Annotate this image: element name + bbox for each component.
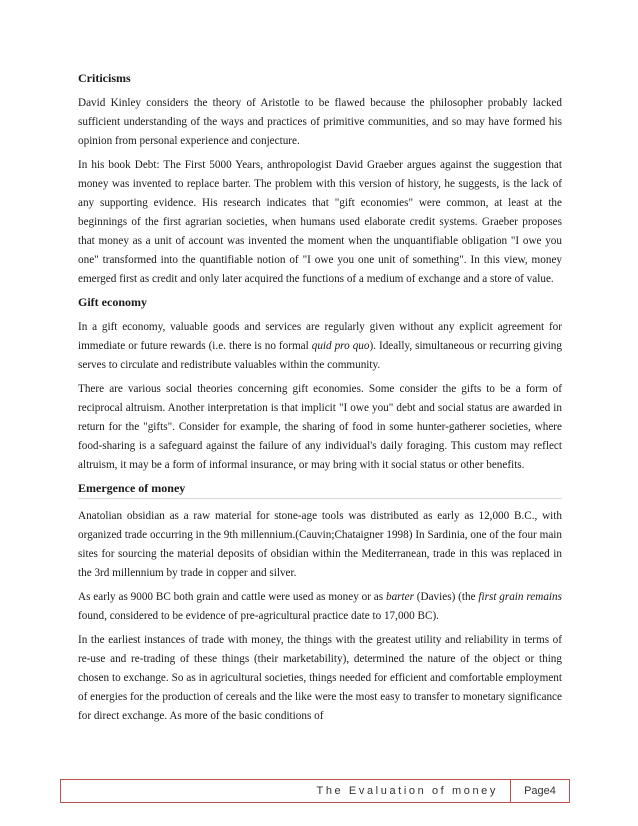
document-body: [78, 70, 562, 731]
gift-text-a: In a gift economy, valuable goods and services are regularly given without any explicit agreement for immediate or future rewards (i.e. there is no formal: [78, 321, 562, 352]
heading-criticisms: Criticisms: [78, 71, 131, 85]
barter-link[interactable]: barter: [385, 591, 414, 603]
heading-gift-economy: Gift economy: [78, 295, 147, 309]
paragraph-kinley: David Kinley considers the theory of Aristotle to be flawed because the philosopher probably lacked sufficient understanding of the ways and practices of primitive communities, and so may have formed his opinion from personal experience and conjecture.: [78, 97, 562, 147]
paragraph-obsidian: Anatolian obsidian as a raw material for stone-age tools was distributed as early as 12,000 B.C., with organized trade occurring in the 9th millennium.(Cauvin;Chataigner 1998) In Sardinia, one of the four main sites for sourcing the material deposits of obsidian within the Mediterranean, trade in this was replaced in the 3rd millennium by trade in copper and silver.: [78, 510, 562, 579]
page-number: Page4: [524, 785, 556, 797]
grain-text-c: found, considered to be evidence of pre-agricultural practice date to 17,000 BC).: [78, 610, 439, 622]
first-grain-remains: first grain remains: [478, 591, 562, 603]
quid-pro-quo: quid pro quo: [311, 340, 370, 352]
paragraph-graeber: In his book Debt: The First 5000 Years, anthropologist David Graeber argues against the suggestion that money was invented to replace barter. The problem with this version of history, he suggests, is the lack of any supporting evidence. His research indicates that "gift economies" were common, at least at the beginnings of the first agrarian societies, when humans used elaborate credit systems. Graeber proposes that money as a unit of account was invented the moment when the unquantifiable obligation "I owe you one" transformed into the quantifiable notion of "I owe you one unit of something". In this view, money emerged first as credit and only later acquired the functions of a medium of exchange and a store of value.: [78, 159, 562, 285]
paragraph-gift-theories: There are various social theories concerning gift economies. Some consider the gifts to be a form of reciprocal altruism. Another interpretation is that implicit "I owe you" debt and social status are awarded in return for the "gifts". Consider for example, the sharing of food in some hunter-gatherer societies, where food-sharing is a safeguard against the failure of any individual's daily foraging. This custom may reflect altruism, it may be a form of informal insurance, or may bring with it social status or other benefits.: [78, 383, 562, 471]
page-footer: [60, 779, 570, 803]
paragraph-grain-cattle: [78, 588, 562, 626]
grain-text-a: As early as 9000 BC both grain and cattle were used as money or as: [78, 591, 386, 603]
heading-emergence: Emergence of money: [78, 480, 562, 499]
grain-text-b: (Davies) (the: [413, 591, 479, 603]
footer-title: The Evaluation of money: [316, 785, 498, 797]
paragraph-gift-definition: [78, 318, 562, 375]
paragraph-earliest-trade: In the earliest instances of trade with money, the things with the greatest utility and reliability in terms of re-use and re-trading of these things (their marketability), determined the nature of the object or thing chosen to exchange. So as in agricultural societies, things needed for efficient and comfortable employment of energies for the production of cereals and the like were the most easy to transfer to monetary significance for direct exchange. As more of the basic conditions of: [78, 634, 562, 722]
gift-text-b: ). Ideally, simultaneous or recurring giving serves to circulate and redistribute valuables within the community.: [78, 340, 562, 371]
